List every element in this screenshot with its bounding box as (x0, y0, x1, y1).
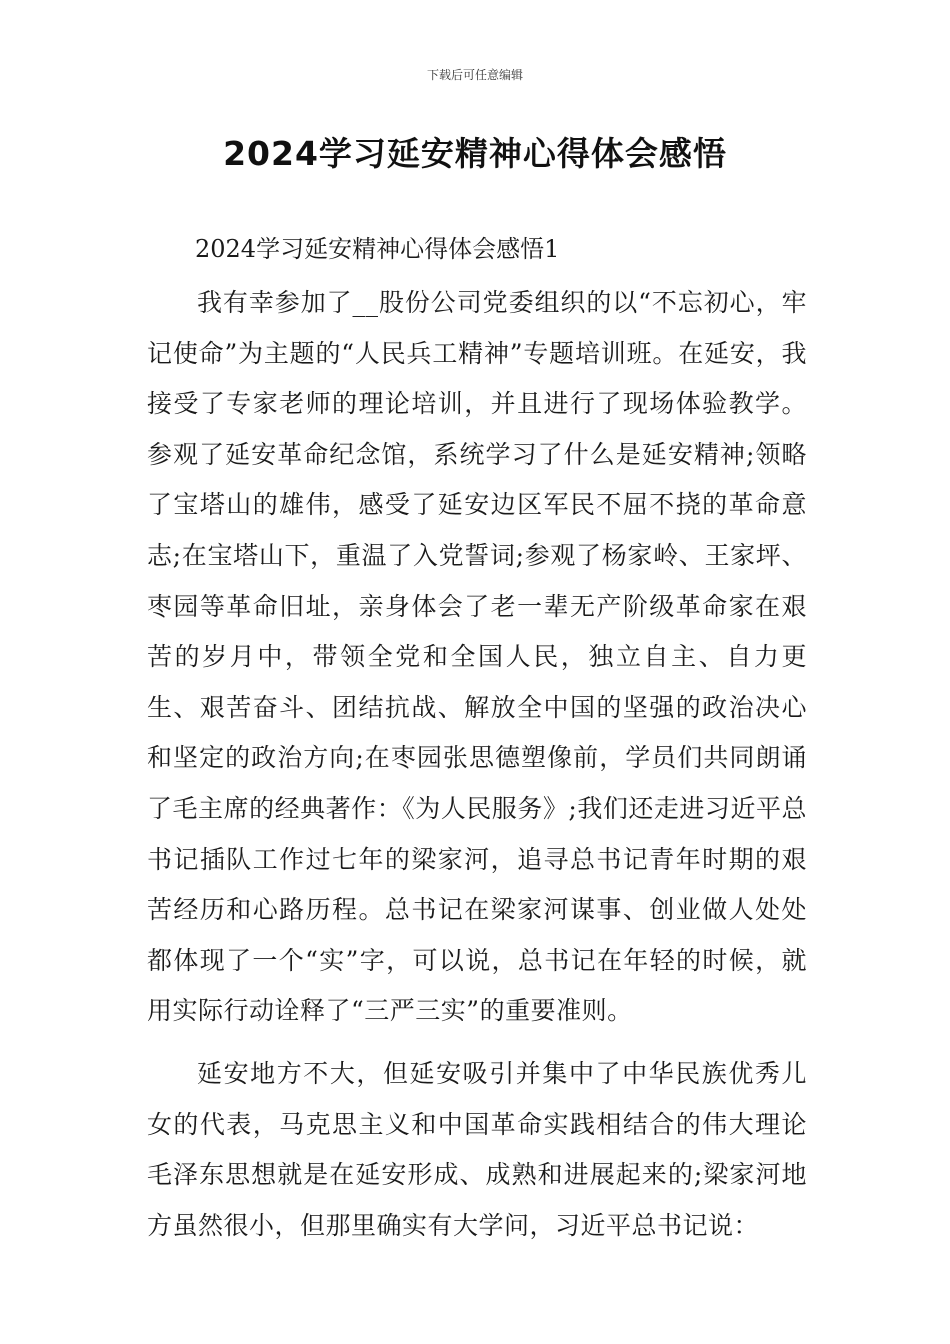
paragraph-1: 我有幸参加了__股份公司党委组织的以“不忘初心，牢记使命”为主题的“人民兵工精神”专题培训班。在延安，我接受了专家老师的理论培训，并且进行了现场体验教学。参观了延安革命纪念馆，系统学习了什么是延安精神;领略了宝塔山的雄伟，感受了延安边区军民不屈不挠的革命意志;在宝塔山下，重温了入党誓词;参观了杨家岭、王家坪、枣园等革命旧址，亲身体会了老一辈无产阶级革命家在艰苦的岁月中，带领全党和全国人民，独立自主、自力更生、艰苦奋斗、团结抗战、解放全中国的坚强的政治决心和坚定的政治方向;在枣园张思德塑像前，学员们共同朗诵了毛主席的经典著作：《为人民服务》;我们还走进习近平总书记插队工作过七年的梁家河，追寻总书记青年时期的艰苦经历和心路历程。总书记在梁家河谋事、创业做人处处都体现了一个“实”字，可以说，总书记在年轻的时候，就用实际行动诠释了“三严三实”的重要准则。 (147, 288, 807, 1026)
document-body (147, 228, 807, 1263)
paragraph-2: 延安地方不大，但延安吸引并集中了中华民族优秀儿女的代表，马克思主义和中国革命实践相结合的伟大理论毛泽东思想就是在延安形成、成熟和进展起来的;梁家河地方虽然很小，但那里确实有大学问，习近平总书记说： (147, 1058, 807, 1240)
header-note: 下载后可任意编辑 (426, 68, 523, 82)
section-subtitle: 2024学习延安精神心得体会感悟1 (195, 235, 560, 263)
document-title: 2024学习延安精神心得体会感悟 (223, 134, 727, 173)
